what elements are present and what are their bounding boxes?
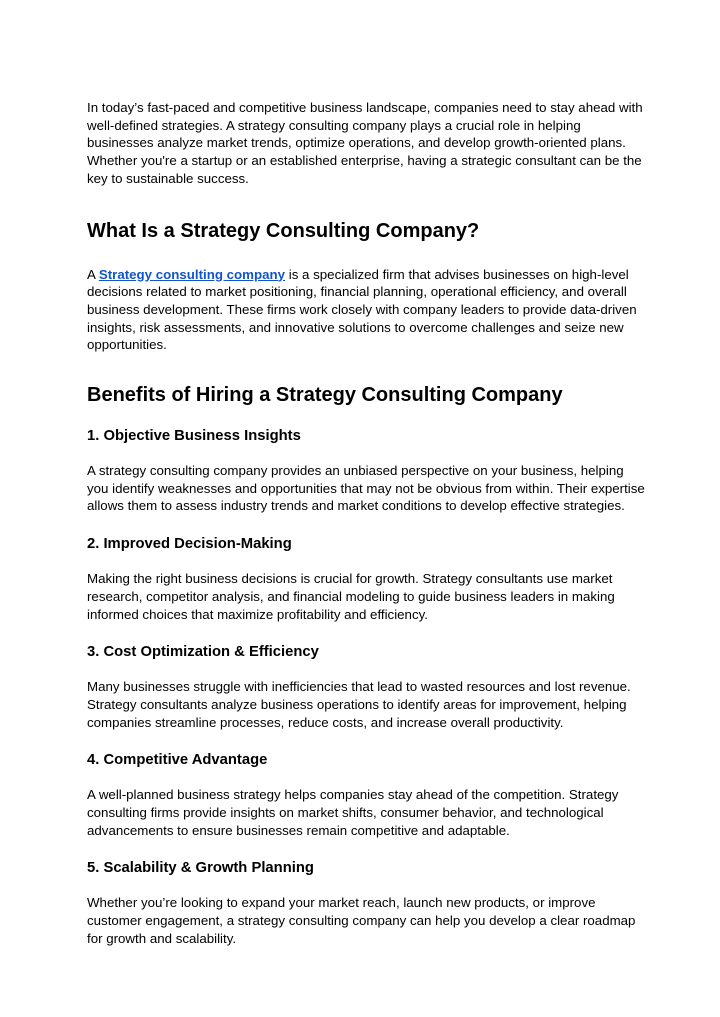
intro-paragraph: In today’s fast-paced and competitive business landscape, companies need to stay ahead with well-defined strategies. A strategy consulting company plays a crucial role in helping businesses analyze market trends, optimize operations, and develop growth-oriented plans. Whether you're a startup or an established enterprise, having a strategic consultant can be the key to sustainable success. <box>87 100 643 186</box>
benefit-3-heading: 3. Cost Optimization & Efficiency <box>87 644 319 661</box>
document-content <box>87 99 647 948</box>
benefit-5-text: Whether you’re looking to expand your market reach, launch new products, or improve customer engagement, a strategy consulting company can help you develop a clear roadmap for growth and scalability. <box>87 895 636 946</box>
what-is-paragraph <box>87 266 647 355</box>
benefit-4-heading: 4. Competitive Advantage <box>87 752 268 769</box>
benefit-1-text: A strategy consulting company provides an unbiased perspective on your business, helping you identify weaknesses and opportunities that may not be obvious from within. Their expertise allows them to assess industry trends and market conditions to develop effective strategies. <box>87 463 645 514</box>
benefit-3-text: Many businesses struggle with inefficiencies that lead to wasted resources and lost revenue. Strategy consultants analyze business operations to identify areas for improvement, helping companies streamline processes, reduce costs, and increase overall productivity. <box>87 679 631 730</box>
benefit-4-text: A well-planned business strategy helps companies stay ahead of the competition. Strategy consulting firms provide insights on market shifts, consumer behavior, and technological advancements to ensure businesses remain competitive and adaptable. <box>87 787 619 838</box>
benefit-2-text: Making the right business decisions is crucial for growth. Strategy consultants use market research, competitor analysis, and financial modeling to guide business leaders in making informed choices that maximize profitability and efficiency. <box>87 571 615 622</box>
what-is-prefix: A <box>87 266 99 282</box>
benefit-2-heading: 2. Improved Decision-Making <box>87 536 292 553</box>
benefit-5-heading: 5. Scalability & Growth Planning <box>87 860 314 877</box>
what-is-heading: What Is a Strategy Consulting Company? <box>87 219 480 242</box>
what-is-body: is a specialized firm that advises businesses on high-level decisions related to market positioning, financial planning, operational efficiency, and overall business development. These firms work closely with company leaders to provide data-driven insights, risk assessments, and innovative solutions to overcome challenges and seize new opportunities. <box>87 266 637 353</box>
strategy-consulting-link[interactable]: Strategy consulting company <box>98 266 286 282</box>
benefit-1-heading: 1. Objective Business Insights <box>87 428 301 445</box>
benefits-heading: Benefits of Hiring a Strategy Consulting Company <box>87 384 563 407</box>
